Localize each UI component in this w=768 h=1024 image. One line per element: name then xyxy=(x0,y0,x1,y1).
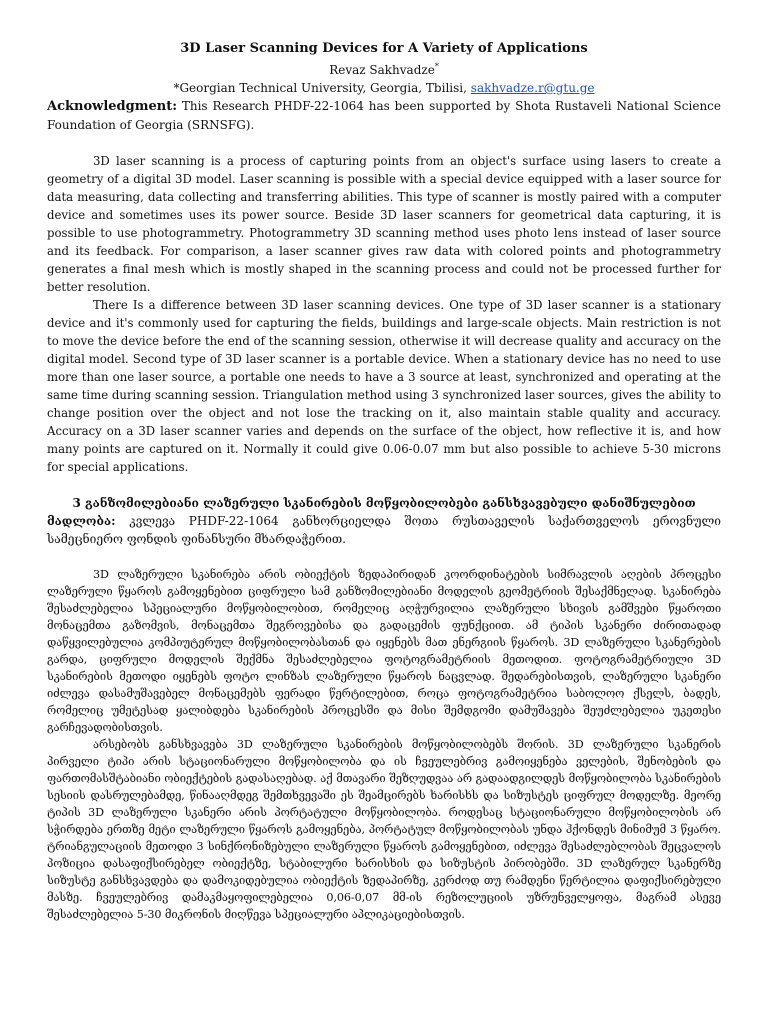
author-line xyxy=(47,58,721,79)
ka-paragraph-2: არსებობს განსხვავება 3D ლაზერული სკანირების მოწყობილობებს შორის. 3D ლაზერული სკანერის პირველი ტიპი არის სტაციონარული მოწყობილობა და ის ჩვეულებრივ გამოიყენება ველების, შენობების და ფართომასშტაბიანი ობიექტების გადასაღებად. აქ მთავარი შეზღუდვაა არ გადაადგილდეს მოწყობილობა სკანირების სესიის დასრულებამდე, წინააღმდეგ შემთხვევაში ეს შეამცირებს ხარისხს და სიზუსტეს ციფრულ მოდელზე. მეორე ტიპის 3D ლაზერული სკანერი არის პორტატული მოწყობილობა. როდესაც სტაციონარული მოწყობილობის არ სჭირდება ერთზე მეტი ლაზერული წყაროს გამოყენება, პორტატულ მოწყობილობას უნდა ჰქონდეს მინიმუმ 3 წყარო. ტრიანგულაციის მეთოდი 3 სინქრონიზებული ლაზერული წყაროს გამოყენებით, იძლევა შესაძლებლობას შეცვალოს პოზიცია დასაფიქსირებელ ობიექტზე, სტაბილური ხარისხის და სიზუსტის პირობებში. 3D ლაზერულ სკანერზე სიზუსტე განსხვავდება და დამოკიდებულია ობიექტის ზედაპირზე, კერძოდ თუ რამდენი წერტილია დაფიქსირებული მასზე. ჩვეულებრივ დამაკმაყოფილებელია 0,06-0,07 მმ-ის რეზოლუციის უზრუნველყოფა, მაგრამ ასევე შესაძლებელია 5-30 მიკრონის მიღწევა სპეციალური აპლიკაციებისთვის. xyxy=(47,738,721,921)
affiliation-text: *Georgian Technical University, Georgia, Tbilisi, xyxy=(173,81,467,95)
acknowledgment-text: This Research PHDF-22-1064 has been supported by Shota Rustaveli National Science Foundation of Georgia (SRNSFG). xyxy=(47,99,721,132)
spacer xyxy=(47,548,721,566)
ka-ack-label: მადლობა: xyxy=(47,514,116,528)
ka-title: 3 განზომილებიანი ლაზერული სკანირების მოწყობილობები განსხვავებული დანიშნულებით xyxy=(72,496,696,510)
ka-ack-text: კვლევა PHDF-22-1064 განხორციელდა შოთა რუსთაველის საქართველოს ეროვნული სამეცნიერო ფონდის ფინანსური მხარდაჭერით. xyxy=(47,514,721,546)
en-paragraph-2: There Is a difference between 3D laser scanning devices. One type of 3D laser scanner is a stationary device and it's commonly used for capturing the fields, buildings and large-scale objects. Main restriction is not to move the device before the end of the scanning session, otherwise it will decrease quality and accuracy on the digital model. Second type of 3D laser scanner is a portable device. When a stationary device has no need to use more than one laser source, a portable one needs to have a 3 source at least, synchronized and operating at the same time during scanning session. Triangulation method using 3 synchronized laser sources, gives the ability to change position over the object and not lose the tracking on it, also maintain stable quality and accuracy. Accuracy on a 3D laser scanner varies and depends on the surface of the object, how reflective it is, and how many points are captured on it. Normally it could give 0.06-0.07 mm but also possible to achieve 5-30 microns for special applications. xyxy=(47,298,721,474)
ka-heading xyxy=(47,494,721,548)
en-paragraph-1: 3D laser scanning is a process of capturing points from an object's surface using lasers to create a geometry of a digital 3D model. Laser scanning is possible with a special device equipped with a laser source for data measuring, data collecting and transferring abilities. This type of scanner is mostly paired with a computer device and sometimes uses its power source. Beside 3D laser scanners for geometrical data capturing, it is possible to use photogrammetry. Photogrammetry 3D scanning method uses photo lens instead of laser source and its feedback. For comparison, a laser scanner gives raw data with colored points and photogrammetry generates a final mesh which is mostly shaped in the scanning process and could not be processed further for better resolution. xyxy=(47,154,721,294)
author-email-link[interactable]: sakhvadze.r@gtu.ge xyxy=(470,81,595,95)
author-mark: * xyxy=(434,62,439,71)
acknowledgment xyxy=(47,97,721,134)
author-name: Revaz Sakhvadze xyxy=(329,63,435,77)
paper-title: 3D Laser Scanning Devices for A Variety of Applications xyxy=(180,41,588,56)
acknowledgment-label: Acknowledgment: xyxy=(47,99,177,114)
affiliation-line xyxy=(47,79,721,97)
spacer xyxy=(47,134,721,152)
ka-paragraph-1: 3D ლაზერული სკანირება არის ობიექტის ზედაპირიდან კოორდინატების სიმრავლის აღების პროცესი ლაზერული წყაროს გამოყენებით ციფრული სამ განზომილებიანი მოდელის გეომეტრიის შესაქმნელად. სკანირება შესაძლებელია სპეციალური მოწყობილობით, რომელიც აღჭურვილია ლაზერული სხივის გამშვები წყაროთი მონაცემთა გაზომვის, მონაცემთა შეგროვებისა და გადაცემის ფუნქციით. ამ ტიპის სკანერი ძირითადად დაწყვილებულია კომპიუტერულ მოწყობილობასთან და იყენებს მათ ენერგიის წყაროს. 3D ლაზერული სკანერების გარდა, ციფრული მოდელის შექმნა შესაძლებელია ფოტოგრამეტრიის მეთოდით. ფოტოგრამეტრიული 3D სკანირების მეთოდი იყენებს ფოტო ლინზას ლაზერული წყაროს ნაცვლად. შედარებისთვის, ლაზერული სკანერი იძლევა დასამუშავებელ მონაცემებს ფერადი წერტილებით, როცა ფოტოგრამეტრია საბოლოო ქსელს, ბადეს, რომელიც უმეტესად ყალიბდება სკანირების პროცესში და მისი შემდგომი დამუშავება შეუძლებელია უკეთესი გარჩევადობისთვის. xyxy=(47,568,721,734)
spacer xyxy=(47,476,721,494)
